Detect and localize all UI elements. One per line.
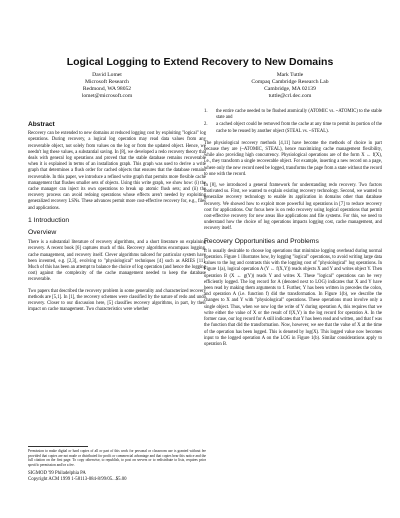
- footnote-rule: [28, 446, 88, 447]
- subsection-heading-opportunities: Recovery Opportunities and Problems: [204, 237, 319, 245]
- paper-title: Logical Logging to Extend Recovery to New Domains: [66, 56, 334, 68]
- permission-notice: Permission to make digital or hard copies of all or part of this work for personal or classroom use is granted without fee provided that copies are not made or distributed for profit or commercial advantage and that copies bear this notice and the full citation on the first page. To copy otherwise, to republish, to post on servers or to redistribute to lists, requires prior specific permission and/or a fee.: [28, 449, 206, 467]
- abstract-text: Recovery can be extended to new domains at reduced logging cost by exploiting "logical" log operations. During recovery, a logical log operation may read data values from any recoverable object, not solely from values on the log or from the updated object. Hence, we needn't log these values, a substantial saving. In [8], we developed a redo recovery theory that deals with general log operations and proved that the stable database remains recoverable when it is explained in terms of an installation graph. This graph was used to derive a write graph that determines a flush order for cached objects that ensures that the database remains recoverable. In this paper, we introduce a refined write graph that permits more flexible cache management that flushes smaller sets of objects. Using this write graph, we show how: (i) the cache manager can inject its own operations to break up atomic flush sets; and (ii) the recovery process can avoid redoing operations whose effects aren't needed by exploiting generalized recovery LSNs. These advances permit more cost-effective recovery for, e.g., files and applications.: [28, 131, 206, 211]
- list-item: [204, 109, 382, 121]
- author-address: Redmond, WA 98052: [82, 86, 132, 92]
- author-name: Mark Tuttle: [276, 72, 304, 78]
- intro-paragraph-1: There is a substantial literature of recovery algorithms, and a short literature on explaining recovery. A recent book [6] captures much of this. Recovery algorithms encompass logging, cache management, and recovery itself. Clever algorithms tailored for particular system have been invented, e.g. [2,3], evolving to "physiological" techniques [4] such as ARIES [11]. Much of this has been an attempt to balance the choice of log operation (and hence the logging cost) against the complexity of the cache management needed to keep the database recoverable.: [28, 240, 206, 283]
- author-2: [215, 72, 365, 100]
- copyright-line: Copyright ACM 1999 1-58113-084-8/99/05...$5.00: [28, 477, 127, 482]
- body-paragraph-opportunities: It is usually desirable to choose log operations that minimize logging overhead during normal operation. Figure 1 illustrates how, by logging "logical" operations, to avoid writing large data values to the log and contrasts this with the logging cost of "physiological" log operations. In Figure 1(a), logical operation A (Y ← f(X,Y)) reads objects X and Y and writes object Y. Then operation B (X ← g(Y)) reads Y and writes X. These "logical" operations can be very efficiently logged. The log record for A (denoted next to LOG) indicates that X and Y have been read by making them arguments to f. Further, Y has been written in precedes the colon, and operation A (i.e. function f) did the transformation. In Figure 1(b), we describe the changes to X and Y with "physiological" operations. These operations must involve only a single object. Thus, when we now log the write of Y during operation A, this requires that we write either the value of X or the result of f(X,Y) in the log record for operation A. In the former case, our log record for A still indicates that Y has been read and written, and that f was the function that did the transformation. Now, however, we see that the value of X at the time of the operation has been logged. This is denoted by log(X). This logged value now becomes input to the logged operation A on the LOG in Figure 1(b). Similar considerations apply to operation B.: [204, 248, 382, 347]
- body-paragraph-framework: In [8], we introduced a general framework for understanding redo recovery. Two factors motivated us. First, we wanted to explain existing recovery technology. Second, we wanted to generalize recovery technology to enable its application in domains other than database recovery. We showed how to exploit more powerful log operations in [7] to reduce recovery cost for applications. Our focus here is on redo recovery using logical operations that permit cost-effective recovery for new areas like applications and file systems. For this, we need to understand how the choice of log operations impacts logging cost, cache management, and recovery itself.: [204, 183, 382, 232]
- author-address: Cambridge, MA 02139: [264, 86, 316, 92]
- abstract-heading: Abstract: [28, 121, 55, 128]
- list-number: 1.: [204, 109, 208, 114]
- section-heading-introduction: 1 Introduction: [28, 216, 70, 224]
- conference-line: SIGMOD '99 Philadelphia PA: [28, 471, 86, 476]
- author-affiliation: Compaq Cambridge Research Lab: [251, 79, 329, 85]
- copyright-footnote: [28, 446, 206, 483]
- numbered-list: [204, 109, 382, 135]
- list-text: the entire cache needed to be flushed atomically (ATOMIC vs. ~ATOMIC) to the stable state and: [216, 109, 382, 121]
- list-item: [204, 122, 382, 134]
- left-column: [28, 118, 206, 318]
- intro-paragraph-2: Two papers that described the recovery problem in some generality and characterized recovery methods are [5,1]. In [1], the recovery schemes were classified by the nature of redo and undo recovery. Closer to our discussion here, [5] classifies recovery algorithms, in part, by their impact on cache management. Two characteristics were whether: [28, 288, 206, 313]
- author-name: David Lomet: [92, 72, 122, 78]
- author-affiliation: Microsoft Research: [85, 79, 129, 85]
- author-email: lomet@microsoft.com: [81, 93, 133, 99]
- list-number: 2.: [204, 122, 208, 128]
- author-1: [32, 72, 182, 100]
- right-column: [204, 109, 382, 353]
- body-paragraph-physiological: The physiological recovery methods [4,11] have become the methods of choice in part because they are (~ATOMIC, STEAL), hence maximizing cache management flexibility, while also providing high concurrency. Physiological operations are of the form X ← f(X), i.e., they transform a single recoverable object. For example, inserting a new record on a page, where only the new record need be logged, transforms the page from a state without the record to one with the record.: [204, 140, 382, 177]
- subsection-heading-overview: Overview: [28, 229, 57, 237]
- list-text: a cached object could be removed from the cache at any time to permit its portion of the cache to be reused by another object (STEAL vs. ~STEAL).: [216, 122, 382, 134]
- author-email: tuttle@crl.dec.com: [268, 93, 312, 99]
